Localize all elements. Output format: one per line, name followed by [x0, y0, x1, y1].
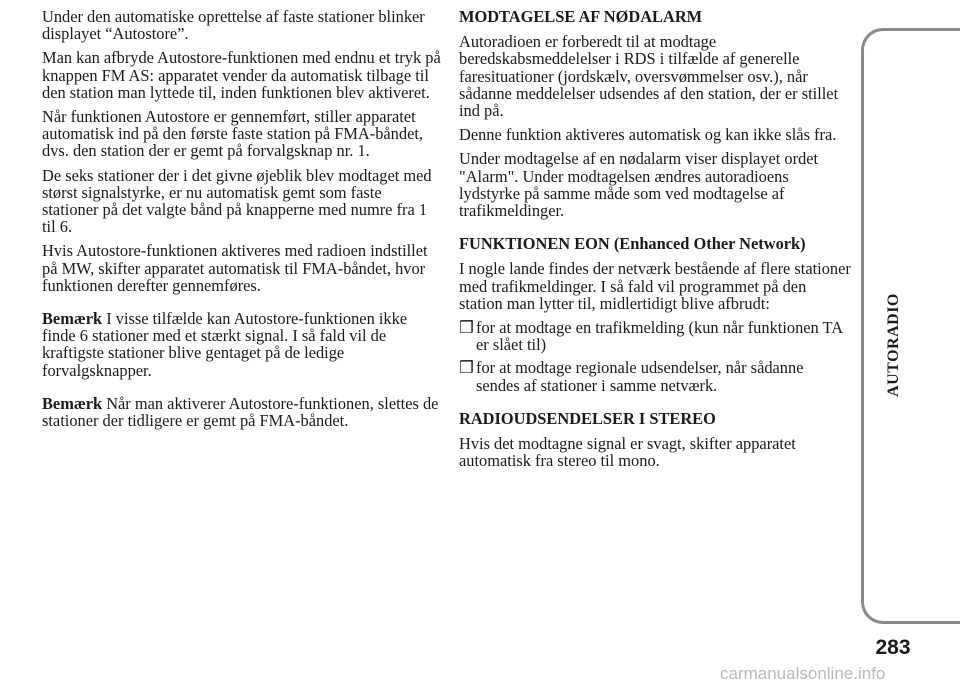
paragraph-emergency-rds: Autoradioen er forberedt til at modtage beredskabsmeddelelser i RDS i tilfælde af generelle faresituationer (jordskælv, oversvømmelser osv.), når sådanne meddelelser udsendes af den station, der er stillet ind på.	[459, 32, 839, 121]
note-1-label: Bemærk	[42, 309, 103, 329]
left-column	[42, 8, 442, 436]
heading-stereo: RADIOUDSENDELSER I STEREO	[459, 408, 716, 428]
list-item	[459, 319, 851, 353]
paragraph-stereo-mono: Hvis det modtagne signal er svagt, skifter apparatet automatisk fra stereo til mono.	[459, 434, 796, 471]
heading-emergency-alarm: MODTAGELSE AF NØDALARM	[459, 7, 703, 26]
list-item-text: for at modtage en trafikmelding (kun når funktionen TA er slået til)	[476, 318, 843, 355]
heading-eon: FUNKTIONEN EON (Enhanced Other Network)	[459, 234, 806, 254]
paragraph-eon-networks: I nogle lande findes der netværk bestående af flere stationer med trafikmeldinger. I så fald vil programmet på den station man lytter til, midlertidigt blive afbrudt:	[459, 259, 851, 313]
page-number: 283	[875, 636, 911, 659]
paragraph-emergency-display: Under modtagelse af en nødalarm viser displayet ordet "Alarm". Under modtagelsen ændres autoradioens lydstyrke på samme måde som ved modtagelse af trafikmeldinger.	[459, 149, 819, 221]
note-1-text: I visse tilfælde kan Autostore-funktionen ikke finde 6 stationer med et stærkt signal. I så fald vil de kraftigste stationer blive gentaget på de ledige forvalgsknapper.	[42, 309, 408, 380]
right-column	[459, 8, 851, 476]
watermark: carmanualsonline.info	[720, 664, 886, 683]
paragraph-six-stations: De seks stationer der i det givne øjeblik blev modtaget med størst signalstyrke, er nu automatisk gemt som faste stationer på det valgte bånd på knapperne med numre fra 1 til 6.	[42, 165, 432, 237]
checkbox-bullet-icon: ❒	[459, 358, 474, 378]
note-2-label: Bemærk	[42, 393, 103, 413]
checkbox-bullet-icon: ❒	[459, 318, 474, 338]
note-1	[42, 310, 442, 379]
paragraph-interrupt-autostore: Man kan afbryde Autostore-funktionen med endnu et tryk på knappen FM AS: apparatet vender da automatisk tilbage til den station man lyttede til, inden funktionen blev aktiveret.	[42, 48, 441, 102]
chapter-tab-label	[874, 293, 914, 397]
note-2	[42, 395, 442, 429]
note-2-text: Når man aktiverer Autostore-funktionen, slettes de stationer der tidligere er gemt på FMA-båndet.	[42, 393, 439, 431]
list-item-text: for at modtage regionale udsendelser, når sådanne sendes af stationer i samme netværk.	[476, 358, 804, 395]
paragraph-autostore-complete: Når funktionen Autostore er gennemført, stiller apparatet automatisk ind på den første faste station på FMA-båndet, dvs. den station der er gemt på forvalgsknap nr. 1.	[42, 107, 423, 161]
paragraph-emergency-auto: Denne funktion aktiveres automatisk og kan ikke slås fra.	[459, 125, 837, 145]
chapter-tab-text: AUTORADIO	[885, 293, 902, 397]
paragraph-mw-autostore: Hvis Autostore-funktionen aktiveres med radioen indstillet på MW, skifter apparatet automatisk til FMA-båndet, hvor funktionen derefter gennemføres.	[42, 241, 428, 295]
list-item	[459, 359, 851, 393]
paragraph-autostore-display: Under den automatiske oprettelse af faste stationer blinker displayet “Autostore”.	[42, 7, 425, 44]
